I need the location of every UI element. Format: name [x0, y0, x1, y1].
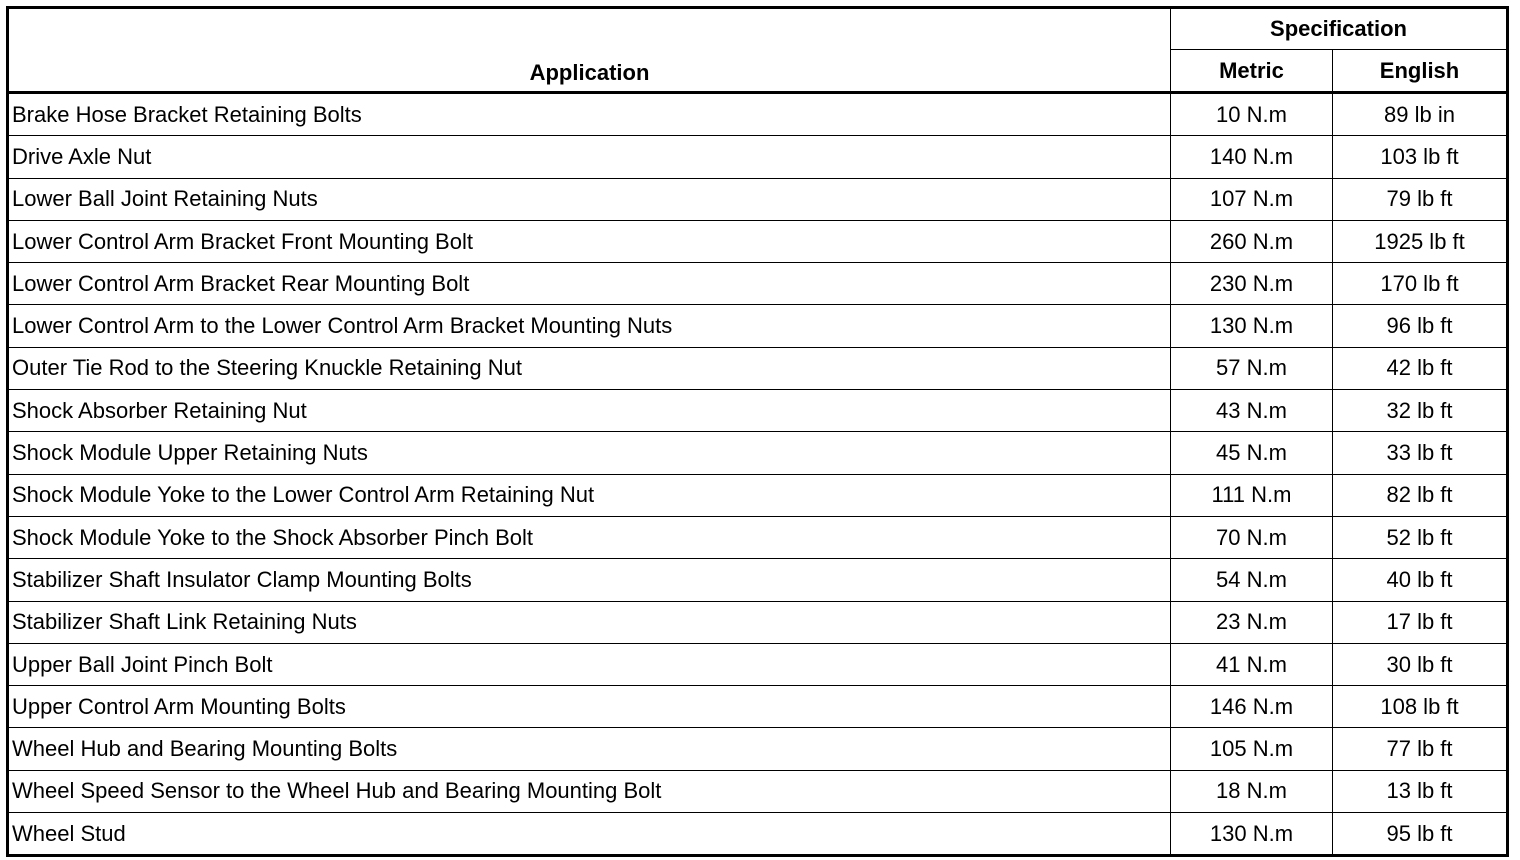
metric-cell: 45 N.m — [1171, 432, 1333, 474]
table-row — [8, 136, 1508, 178]
application-cell: Wheel Stud — [8, 813, 1171, 856]
metric-cell: 41 N.m — [1171, 643, 1333, 685]
metric-cell: 23 N.m — [1171, 601, 1333, 643]
english-cell: 170 lb ft — [1333, 263, 1508, 305]
application-cell: Wheel Hub and Bearing Mounting Bolts — [8, 728, 1171, 770]
table-row — [8, 686, 1508, 728]
table-body — [8, 93, 1508, 856]
table-row — [8, 263, 1508, 305]
metric-cell: 18 N.m — [1171, 770, 1333, 812]
application-cell: Wheel Speed Sensor to the Wheel Hub and Bearing Mounting Bolt — [8, 770, 1171, 812]
metric-cell: 111 N.m — [1171, 474, 1333, 516]
english-cell: 30 lb ft — [1333, 643, 1508, 685]
table-row — [8, 559, 1508, 601]
metric-cell: 230 N.m — [1171, 263, 1333, 305]
metric-cell: 70 N.m — [1171, 516, 1333, 558]
application-cell: Lower Control Arm Bracket Rear Mounting Bolt — [8, 263, 1171, 305]
table-row — [8, 770, 1508, 812]
application-cell: Shock Module Upper Retaining Nuts — [8, 432, 1171, 474]
english-cell: 17 lb ft — [1333, 601, 1508, 643]
application-cell: Stabilizer Shaft Insulator Clamp Mounting Bolts — [8, 559, 1171, 601]
english-cell: 103 lb ft — [1333, 136, 1508, 178]
table-row — [8, 390, 1508, 432]
table-row — [8, 93, 1508, 136]
application-cell: Lower Ball Joint Retaining Nuts — [8, 178, 1171, 220]
metric-column-header: Metric — [1171, 50, 1333, 93]
english-column-header: English — [1333, 50, 1508, 93]
application-cell: Lower Control Arm to the Lower Control Arm Bracket Mounting Nuts — [8, 305, 1171, 347]
application-cell: Shock Module Yoke to the Lower Control Arm Retaining Nut — [8, 474, 1171, 516]
table-row — [8, 432, 1508, 474]
table-row — [8, 601, 1508, 643]
metric-cell: 107 N.m — [1171, 178, 1333, 220]
application-cell: Lower Control Arm Bracket Front Mounting Bolt — [8, 220, 1171, 262]
metric-cell: 43 N.m — [1171, 390, 1333, 432]
english-cell: 108 lb ft — [1333, 686, 1508, 728]
english-cell: 79 lb ft — [1333, 178, 1508, 220]
fastener-spec-table — [6, 6, 1509, 857]
metric-cell: 10 N.m — [1171, 93, 1333, 136]
table-row — [8, 220, 1508, 262]
metric-cell: 54 N.m — [1171, 559, 1333, 601]
table-row — [8, 178, 1508, 220]
table-row — [8, 347, 1508, 389]
table-row — [8, 728, 1508, 770]
english-cell: 77 lb ft — [1333, 728, 1508, 770]
english-cell: 82 lb ft — [1333, 474, 1508, 516]
metric-cell: 105 N.m — [1171, 728, 1333, 770]
application-cell: Brake Hose Bracket Retaining Bolts — [8, 93, 1171, 136]
table-row — [8, 305, 1508, 347]
application-cell: Upper Ball Joint Pinch Bolt — [8, 643, 1171, 685]
english-cell: 1925 lb ft — [1333, 220, 1508, 262]
application-cell: Upper Control Arm Mounting Bolts — [8, 686, 1171, 728]
metric-cell: 146 N.m — [1171, 686, 1333, 728]
application-cell: Shock Module Yoke to the Shock Absorber Pinch Bolt — [8, 516, 1171, 558]
table-header — [8, 8, 1508, 93]
metric-cell: 57 N.m — [1171, 347, 1333, 389]
english-cell: 52 lb ft — [1333, 516, 1508, 558]
english-cell: 42 lb ft — [1333, 347, 1508, 389]
table-row — [8, 474, 1508, 516]
metric-cell: 260 N.m — [1171, 220, 1333, 262]
table-row — [8, 516, 1508, 558]
application-cell: Drive Axle Nut — [8, 136, 1171, 178]
table-row — [8, 813, 1508, 856]
application-cell: Stabilizer Shaft Link Retaining Nuts — [8, 601, 1171, 643]
english-cell: 95 lb ft — [1333, 813, 1508, 856]
metric-cell: 130 N.m — [1171, 305, 1333, 347]
english-cell: 40 lb ft — [1333, 559, 1508, 601]
table-row — [8, 643, 1508, 685]
application-cell: Outer Tie Rod to the Steering Knuckle Retaining Nut — [8, 347, 1171, 389]
english-cell: 33 lb ft — [1333, 432, 1508, 474]
english-cell: 13 lb ft — [1333, 770, 1508, 812]
english-cell: 32 lb ft — [1333, 390, 1508, 432]
application-column-header: Application — [8, 8, 1171, 93]
metric-cell: 130 N.m — [1171, 813, 1333, 856]
metric-cell: 140 N.m — [1171, 136, 1333, 178]
specification-column-header: Specification — [1171, 8, 1508, 50]
application-cell: Shock Absorber Retaining Nut — [8, 390, 1171, 432]
english-cell: 96 lb ft — [1333, 305, 1508, 347]
english-cell: 89 lb in — [1333, 93, 1508, 136]
